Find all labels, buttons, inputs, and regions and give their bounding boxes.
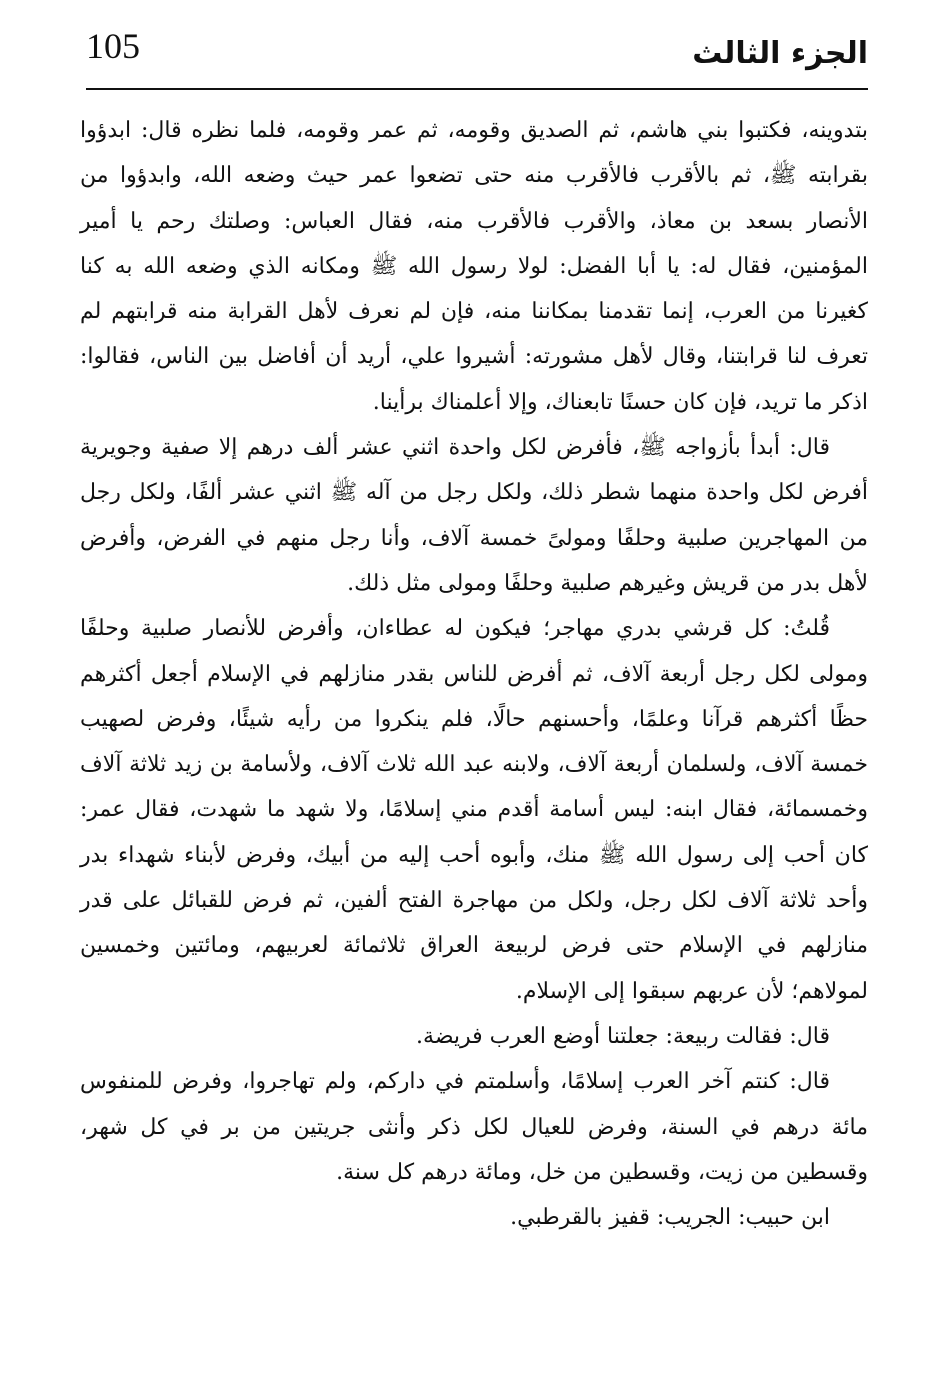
page-number: 105 [86, 26, 140, 66]
paragraph-5: قال: كنتم آخر العرب إسلامًا، وأسلمتم في داركم، ولم تهاجروا، وفرض للمنفوس مائة درهم في السنة، وفرض للعيال لكل ذكر وأنثى جريتين من بر في كل شهر، وقسطين من زيت، وقسطين من خل، ومائة درهم كل سنة. [80, 1069, 868, 1185]
header-rule [86, 88, 868, 90]
paragraph-6: ابن حبيب: الجريب: قفيز بالقرطبي. [510, 1205, 830, 1231]
text-body [80, 108, 868, 1240]
paragraph-3: قُلتُ: كل قرشي بدري مهاجر؛ فيكون له عطاءان، وأفرض للأنصار صلبية وحلفًا ومولى لكل رجل أربعة آلاف، ثم أفرض للناس بقدر منازلهم في الإسلام أجعل أكثرهم حظًا أكثرهم قرآنا وعلمًا، وأحسنهم حالًا، فلم ينكروا من رأيه شيئًا، وفرض لصهيب خمسة آلاف، ولسلمان أربعة آلاف، ولابنه عبد الله ثلاث آلاف، ولأسامة بن زيد ثلاثة آلاف وخمسمائة، فقال ابنه: ليس أسامة أقدم مني إسلامًا، ولا شهد ما شهدت، فقال عمر: كان أحب إلى رسول الله ﷺ منك، وأبوه أحب إليه من أبيك، وفرض لأبناء شهداء بدر وأحد ثلاثة آلاف لكل رجل، ولكل من مهاجرة الفتح ألفين، ثم فرض للقبائل على قدر منازلهم في الإسلام حتى فرض لربيعة العراق ثلاثمائة لعربيهم، ومائتين وخمسين لمولاهم؛ لأن عربهم سبقوا إلى الإسلام. [80, 616, 868, 1004]
paragraph-2: قال: أبدأ بأزواجه ﷺ، فأفرض لكل واحدة اثني عشر ألف درهم إلا صفية وجويرية أفرض لكل واحدة منهما شطر ذلك، ولكل رجل من آله ﷺ اثني عشر ألفًا، ولكل رجل من المهاجرين صلبية وحلفًا ومولىً خمسة آلاف، وأنا رجل منهم في الفرض، وأفرض لأهل بدر من قريش وغيرهم صلبية وحلفًا ومولى مثل ذلك. [80, 435, 868, 596]
paragraph-1: بتدوينه، فكتبوا بني هاشم، ثم الصديق وقومه، ثم عمر وقومه، فلما نظره قال: ابدؤوا بقرابته ﷺ، ثم بالأقرب فالأقرب منه حتى تضعوا عمر حيث وضعه الله، وابدؤوا من الأنصار بسعد بن معاذ، والأقرب فالأقرب منه، فقال العباس: وصلتك رحم يا أمير المؤمنين، فقال له: يا أبا الفضل: لولا رسول الله ﷺ ومكانه الذي وضعه الله به كنا كغيرنا من العرب، إنما تقدمنا بمكاننا منه، فإن لم نعرف لأهل القرابة منه قرابتهم لم تعرف لنا قرابتنا، وقال لأهل مشورته: أشيروا علي، أريد أن أفاضل بين الناس، فقالوا: اذكر ما تريد، فإن كان حسنًا تابعناك، وإلا أعلمناك برأينا. [80, 118, 868, 415]
running-header-title: الجزء الثالث [692, 36, 868, 71]
paragraph-4: قال: فقالت ربيعة: جعلتنا أوضع العرب فريضة. [416, 1023, 830, 1049]
